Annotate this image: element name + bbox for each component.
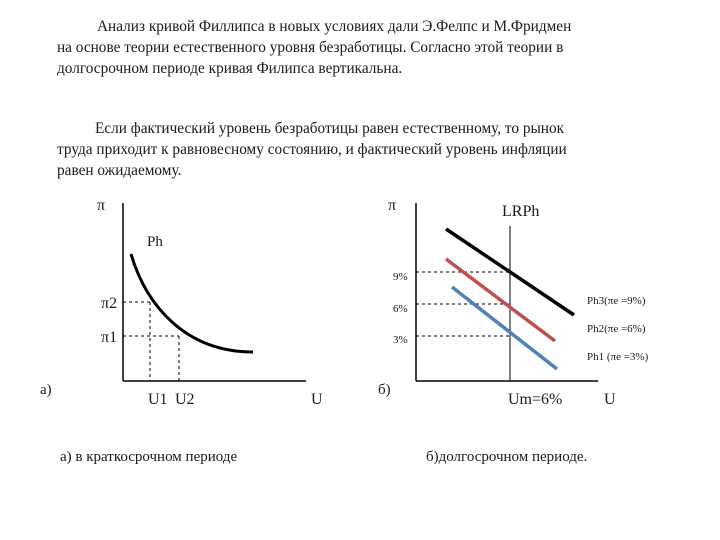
diagram-b <box>378 197 649 465</box>
paragraph-1-line-2: на основе теории естественного уровня безработицы. Согласно этой теории в <box>57 39 564 56</box>
diagram-a-tick-u2: U2 <box>175 391 195 408</box>
diagram-b-tick-6pct: 6% <box>393 303 408 315</box>
diagram-a-caption: а) в краткосрочном периоде <box>60 449 238 465</box>
diagram-b-ph2-label: Ph2(πe =6%) <box>587 323 646 335</box>
diagram-a-curve-label: Ph <box>147 234 163 250</box>
paragraph-2-line-2: труда приходит к равновесному состоянию, и фактический уровень инфляции <box>57 141 567 158</box>
diagram-b-x-axis-label: U <box>604 391 616 408</box>
diagram-b-tick-9pct: 9% <box>393 271 408 283</box>
diagram-b-tick-3pct: 3% <box>393 334 408 346</box>
paragraph-2-line-3: равен ожидаемому. <box>57 162 182 179</box>
paragraph-1-line-1: Анализ кривой Филлипса в новых условиях дали Э.Фелпс и М.Фридмен <box>97 18 572 35</box>
diagram-a-tick-u1: U1 <box>148 391 168 408</box>
diagram-a-tick-pi1: π1 <box>101 329 118 346</box>
diagram-b-ph1-curve <box>452 287 557 369</box>
diagram-b-caption: б)долгосрочном периоде. <box>426 449 588 465</box>
diagram-a-panel-label: а) <box>40 382 52 398</box>
diagram-b-lr-label: LRPh <box>502 203 540 220</box>
paragraph-1-line-3: долгосрочном периоде кривая Филипса вертикальна. <box>57 60 403 77</box>
diagram-b-panel-label: б) <box>378 382 391 398</box>
diagram-a-y-axis-label: π <box>97 197 106 214</box>
diagram-a-tick-pi2: π2 <box>101 295 118 312</box>
diagram-a-x-axis-label: U <box>311 391 323 408</box>
diagram-b-y-axis-label: π <box>388 197 397 214</box>
diagram-b-ph3-label: Ph3(πe =9%) <box>587 295 646 307</box>
diagram-a <box>40 197 323 465</box>
diagram-a-ph-curve <box>131 254 253 352</box>
diagram-b-tick-um: Um=6% <box>508 391 563 408</box>
paragraph-2-line-1: Если фактический уровень безработицы равен естественному, то рынок <box>95 120 565 137</box>
diagram-b-ph2-curve <box>446 259 555 341</box>
diagram-b-ph1-label: Ph1 (πe =3%) <box>587 351 649 363</box>
